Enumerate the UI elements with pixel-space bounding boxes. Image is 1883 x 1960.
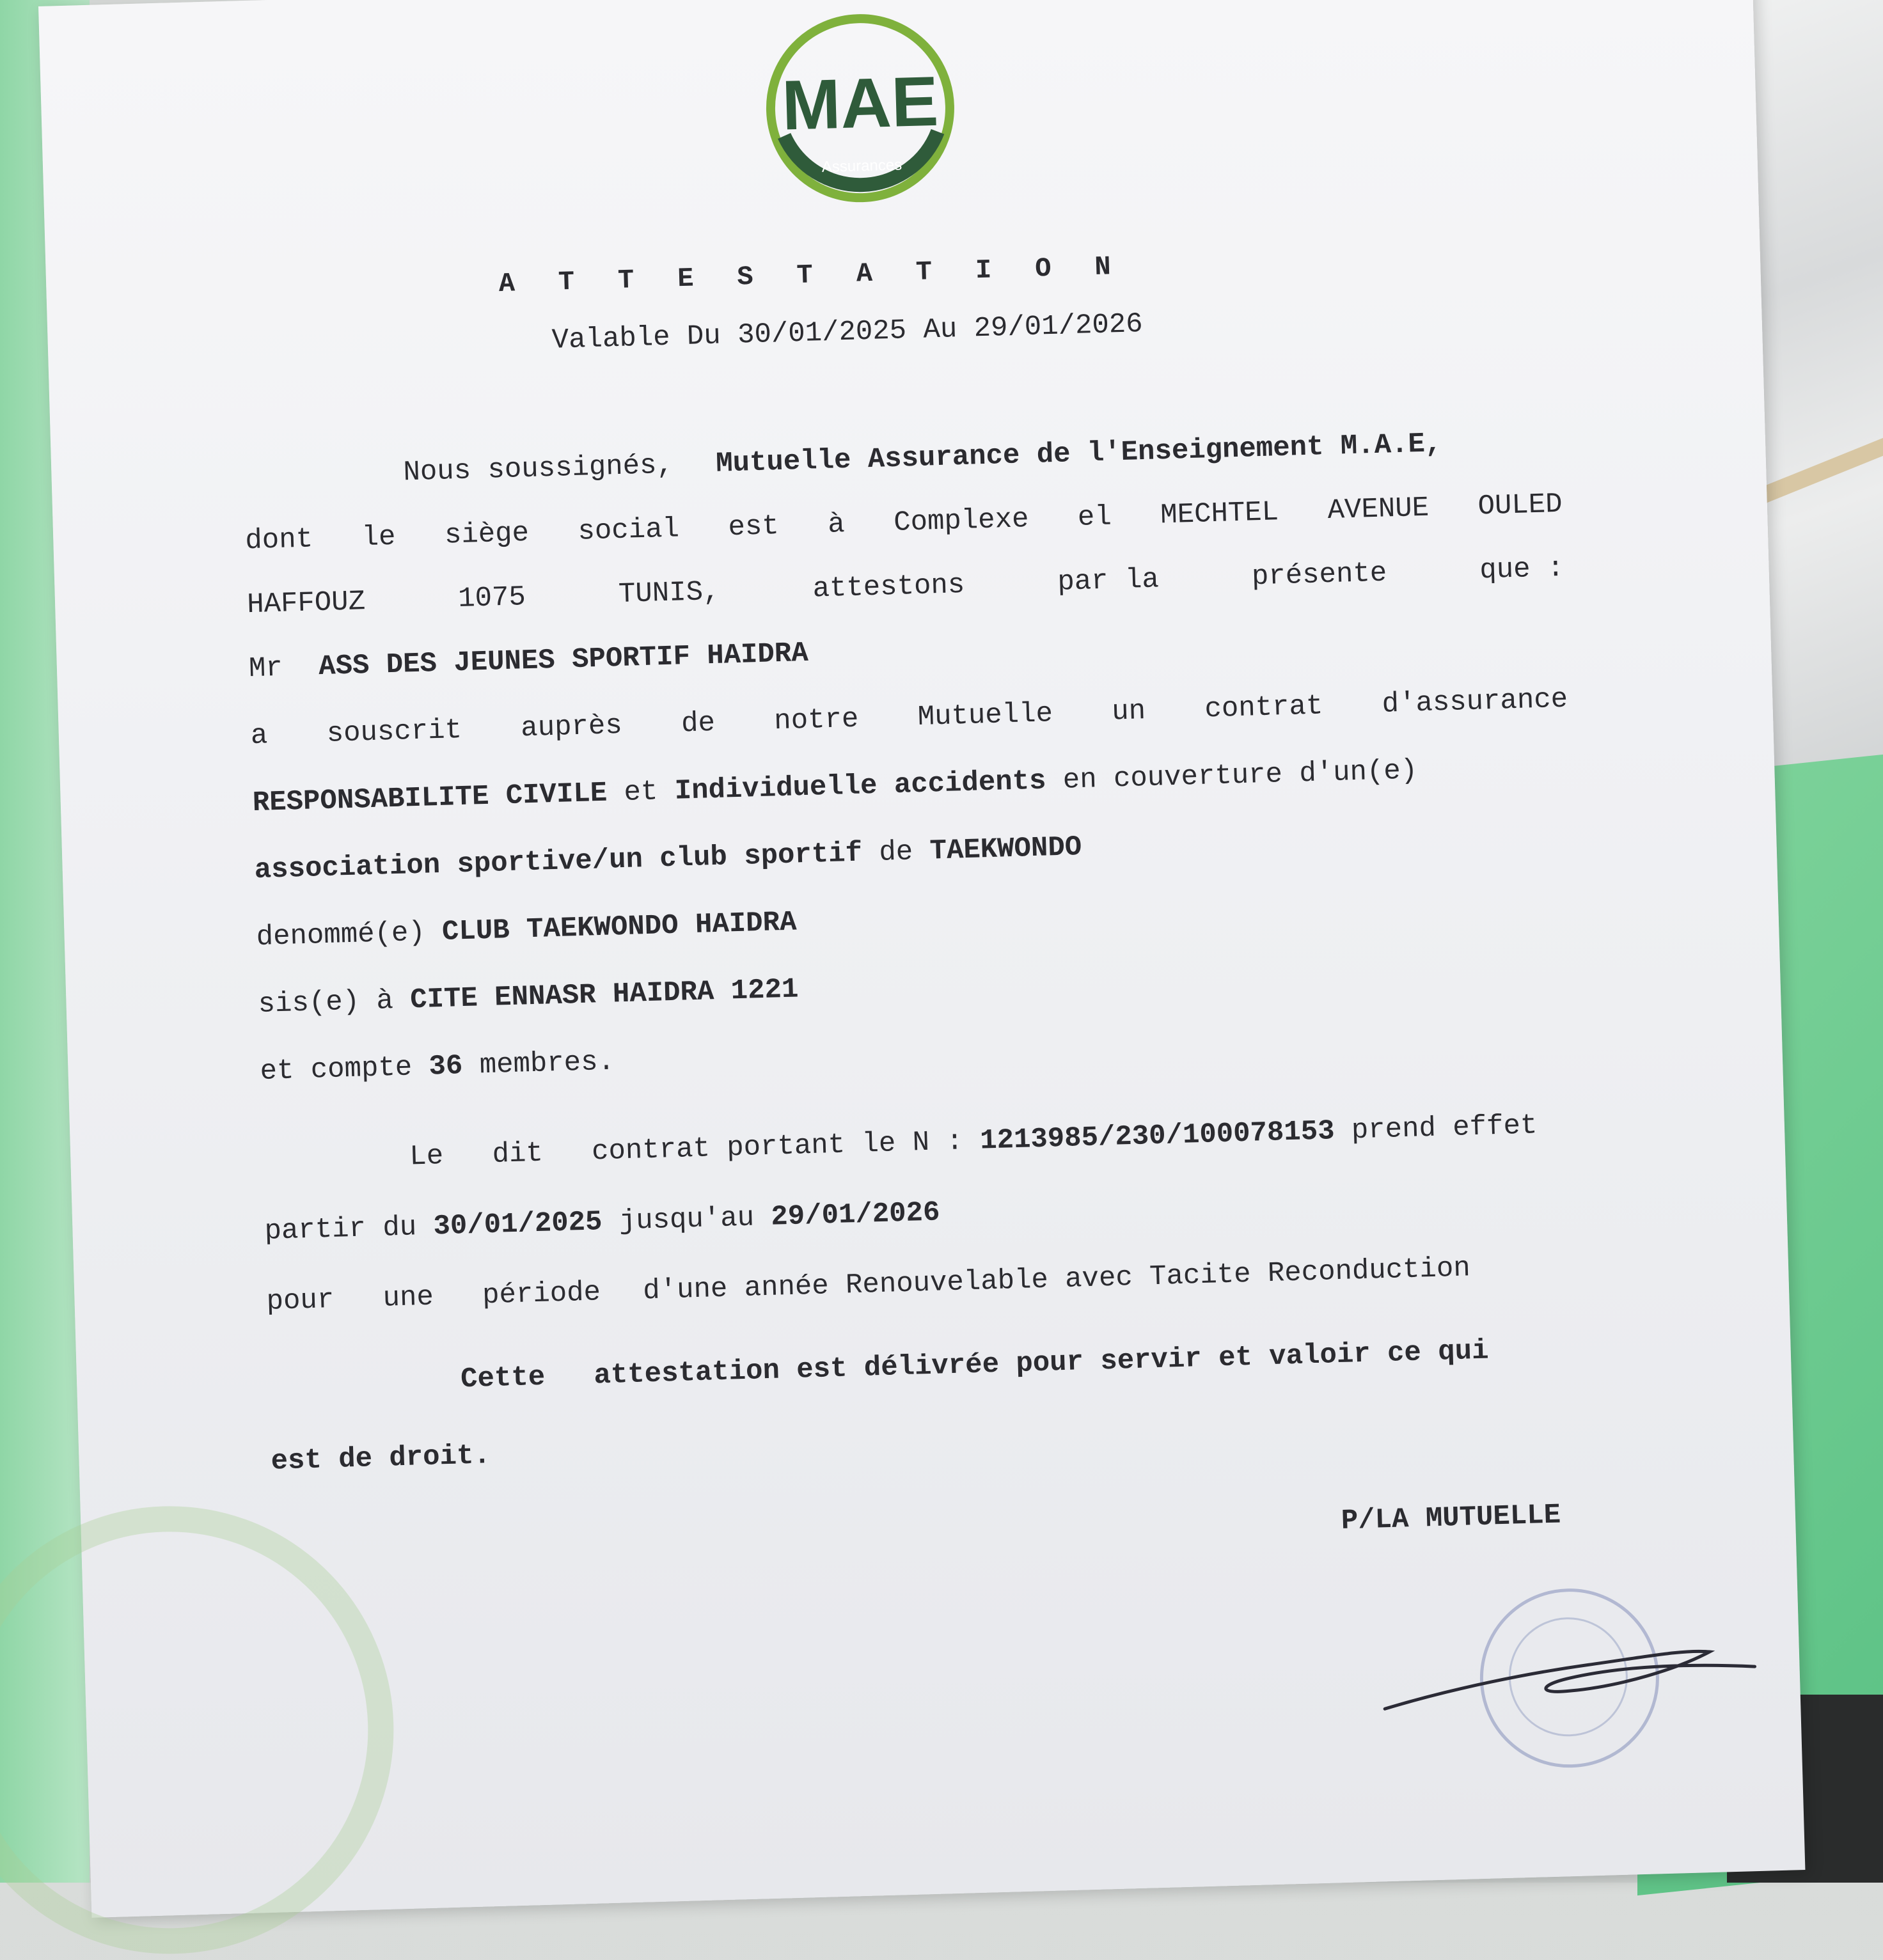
word: TUNIS, [618,576,721,611]
p1-line4 [248,638,808,685]
word: attestons [812,568,965,606]
word: et compte [259,1051,430,1088]
word: par la [1057,563,1160,599]
word: souscrit [326,714,462,750]
club-name: CLUB TAEKWONDO HAIDRA [441,906,798,948]
word: 1075 [457,581,526,616]
logo-subtext: Assurances [821,156,902,176]
word: Le [409,1140,444,1173]
word: siège [444,517,530,552]
attestation-document [38,0,1805,1918]
p2-line1 [250,684,1568,752]
word: denommé(e) [256,916,443,954]
word: d'une année Renouvelable avec Tacite Reconduction [642,1252,1471,1308]
p4-line2 [271,1439,491,1478]
word: el [1077,501,1112,534]
p2-line3 [254,831,1082,886]
signature [1376,1622,1763,1729]
watermark-logo [0,1500,400,1960]
word: a [250,719,269,753]
insured-name: ASS DES JEUNES SPORTIF HAIDRA [318,637,809,684]
word: OULED [1477,488,1563,523]
word: HAFFOUZ [246,586,366,622]
club-type: association sportive/un club sportif [254,837,863,887]
word: attestation est délivrée pour servir et valoir ce qui [593,1335,1490,1392]
word: et [606,775,675,810]
word: une [382,1281,434,1315]
word: d'assurance [1382,683,1568,721]
p3-line2 [264,1196,940,1247]
p1-intro: Nous soussignés, [402,449,674,489]
word: Mutuelle [917,698,1053,734]
word: que : [1479,552,1565,587]
word: est de droit. [270,1439,491,1478]
p2-line2 [252,755,1418,819]
word: à [827,508,846,541]
word: période [482,1276,601,1312]
word: social [577,513,680,548]
logo-text: MAE [780,61,940,145]
word: auprès [520,709,623,745]
start-date: 30/01/2025 [432,1206,603,1243]
word: dit [491,1137,544,1171]
org-name: Mutuelle Assurance de l'Enseignement M.A.E, [715,428,1442,480]
document-title: ATTESTATION [498,250,1155,300]
word: MECHTEL [1160,496,1279,532]
word: contrat portant le N : [591,1125,964,1168]
word: de [862,835,931,870]
word: membres. [462,1046,615,1083]
word: est [727,510,780,544]
end-date: 29/01/2026 [770,1196,941,1234]
p2-line4 [256,906,797,953]
p1-line1 [403,428,1442,489]
title-prefix: Mr [248,652,283,686]
member-count: 36 [428,1050,464,1083]
word: Complexe [893,503,1030,539]
coverage-rc: RESPONSABILITE CIVILE [252,777,608,820]
mae-logo [755,3,966,214]
word: jusqu'au [601,1201,772,1239]
word: AVENUE [1327,492,1430,528]
contract-number: 1213985/230/100078153 [979,1115,1335,1157]
word: un [1111,695,1146,728]
p2-line6 [260,1046,615,1087]
word: pour [266,1283,335,1318]
word: de [681,707,716,741]
p1-line2 [245,489,1563,557]
word: Cette [460,1361,546,1396]
signoff: P/LA MUTUELLE [1341,1499,1561,1538]
p3-line1 [409,1109,1538,1173]
p1-line3 [247,553,1565,621]
word: dont [244,523,313,558]
p4-line1 [461,1335,1490,1396]
word: partir du [264,1211,434,1248]
p3-line3 [266,1252,1470,1318]
validity-period: Valable Du 30/01/2025 Au 29/01/2026 [551,308,1144,357]
word: contrat [1204,690,1324,726]
word: présente [1251,557,1387,593]
word: sis(e) à [258,984,411,1021]
word: prend effet [1351,1109,1538,1147]
sport: TAEKWONDO [929,831,1082,868]
word: le [361,521,397,554]
p2-line5 [258,973,799,1021]
coverage-ia: Individuelle accidents [674,765,1047,808]
word: en couverture d'un(e) [1045,755,1418,797]
club-address: CITE ENNASR HAIDRA 1221 [409,973,800,1017]
word: notre [773,703,860,738]
